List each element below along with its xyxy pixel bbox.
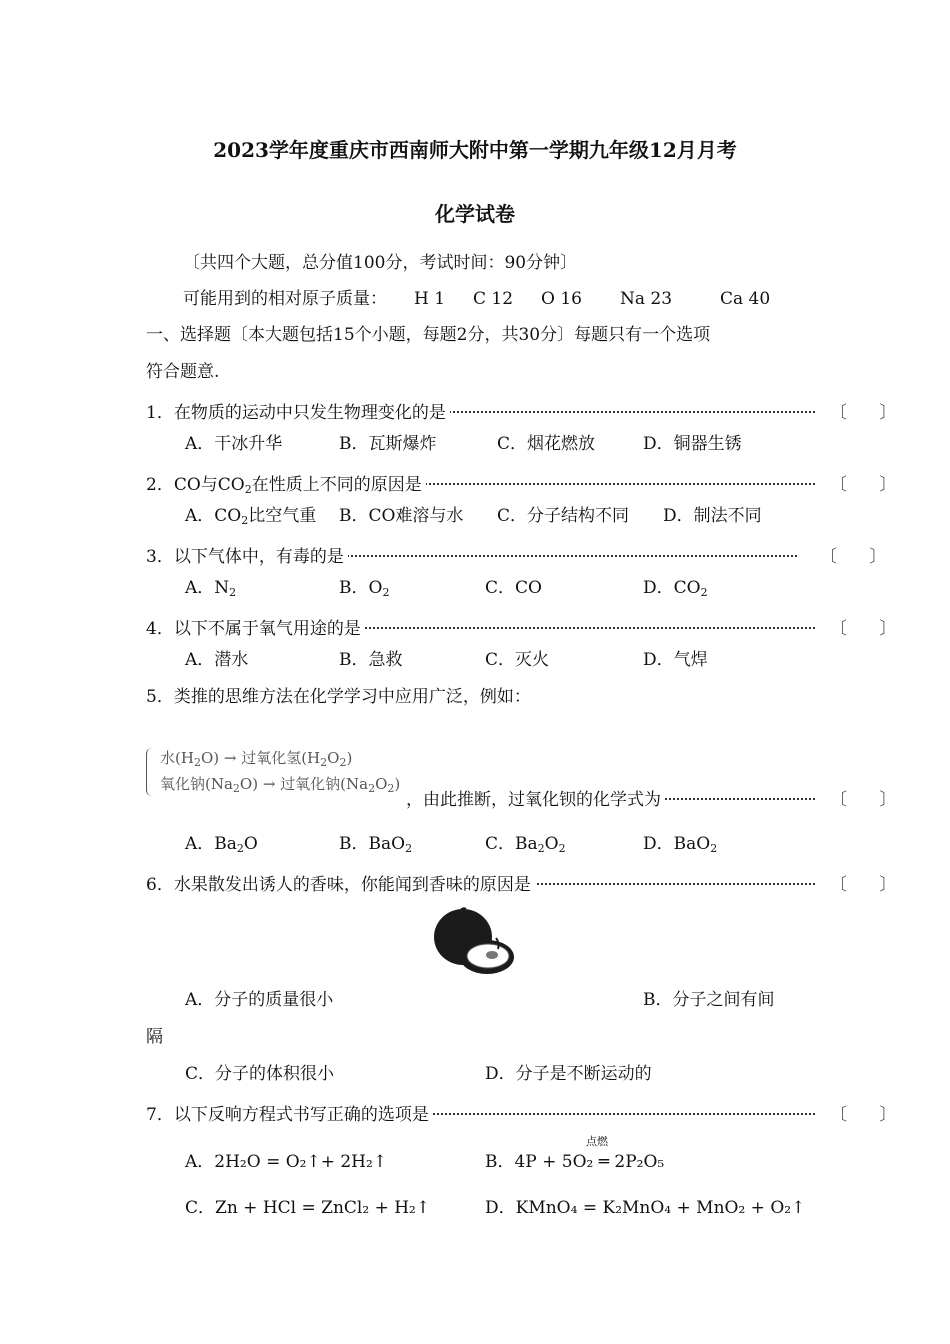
subscript: 2 — [193, 756, 201, 769]
analogy-text: ) — [346, 749, 353, 767]
answer-paren: 〔 〕 — [820, 547, 887, 567]
option-text: D．CO — [643, 578, 701, 598]
question-5 — [146, 687, 531, 707]
option-c: C．灭火 — [485, 650, 550, 670]
atomic-mass-label: 可能用到的相对原子质量： — [183, 289, 387, 309]
option-a: A．潜水 — [185, 650, 249, 670]
answer-paren: 〔 〕 — [830, 403, 897, 423]
question-number: 1． — [146, 403, 174, 423]
option-c: C．分子的体积很小 — [185, 1064, 335, 1084]
analogy-text: O) → 过氧化氢(H — [200, 749, 321, 767]
option-text: B．BaO — [339, 834, 406, 854]
subscript: 2 — [710, 842, 718, 855]
exam-title: 2023学年度重庆市西南师大附中第一学期九年级12月月考 — [213, 138, 737, 162]
question-number: 2． — [146, 475, 174, 495]
analogy-text: 氧化钠(Na — [160, 775, 233, 793]
option-d: D．分子是不断运动的 — [485, 1064, 652, 1084]
option-d: D．铜器生锈 — [643, 434, 742, 454]
question-stem: 以下不属于氧气用途的是 — [173, 619, 361, 639]
section-heading: 一、选择题〔本大题包括15个小题，每题2分，共30分〕每题只有一个选项 — [146, 325, 711, 345]
option-d — [643, 578, 708, 598]
section-heading-cont: 符合题意. — [146, 362, 220, 382]
subscript: 2 — [537, 842, 545, 855]
subscript: 2 — [241, 514, 249, 527]
option-a: A．干冰升华 — [185, 434, 283, 454]
question-number: 3． — [146, 547, 174, 567]
question-stem: 水果散发出诱人的香味，你能闻到香味的原因是 — [173, 875, 531, 895]
atomic-mass-na: Na 23 — [620, 289, 673, 309]
option-b — [339, 578, 389, 598]
option-b: B．急救 — [339, 650, 403, 670]
answer-paren: 〔 〕 — [830, 619, 897, 639]
option-text: A．N — [185, 578, 230, 598]
option-b — [339, 834, 412, 854]
atomic-mass-c: C 12 — [473, 289, 514, 309]
subscript: 2 — [232, 782, 240, 795]
subscript: 2 — [382, 586, 390, 599]
option-b: B．CO难溶与水 — [339, 506, 464, 526]
option-text: 比空气重 — [248, 506, 317, 526]
option-b: B．4P + 5O₂ ═ 2P₂O₅ — [485, 1152, 665, 1172]
question-number: 5． — [146, 687, 174, 707]
analogy-text: O — [375, 775, 388, 793]
subscript: 2 — [236, 842, 244, 855]
option-b: B．瓦斯爆炸 — [339, 434, 437, 454]
subscript: 2 — [320, 756, 328, 769]
option-text: O — [544, 834, 559, 854]
option-d: D．KMnO₄ = K₂MnO₄ + MnO₂ + O₂↑ — [485, 1198, 806, 1218]
analogy-text: ) — [394, 775, 401, 793]
question-stem: ，由此推断，过氧化钡的化学式为 — [406, 790, 661, 810]
answer-paren: 〔 〕 — [830, 475, 897, 495]
option-d: D．制法不同 — [663, 506, 762, 526]
question-stem-part: 在性质上不同的原因是 — [251, 475, 422, 495]
exam-info: 〔共四个大题，总分值100分，考试时间：90分钟〕 — [183, 253, 578, 273]
option-text: O — [243, 834, 258, 854]
option-d: D．气焊 — [643, 650, 708, 670]
option-c: C．分子结构不同 — [497, 506, 630, 526]
question-1 — [146, 398, 897, 423]
question-stem-part: CO与CO — [173, 475, 245, 495]
option-c: C．Zn + HCl = ZnCl₂ + H₂↑ — [185, 1198, 431, 1218]
option-d — [643, 834, 717, 854]
question-stem: 在物质的运动中只发生物理变化的是 — [173, 403, 446, 423]
subscript: 2 — [339, 756, 347, 769]
atomic-mass-line — [183, 289, 387, 309]
analogy-text: O — [327, 749, 340, 767]
atomic-mass-o: O 16 — [541, 289, 582, 309]
option-text: B．O — [339, 578, 383, 598]
question-7 — [146, 1100, 897, 1125]
option-b: B．分子之间有间 — [643, 990, 775, 1010]
subscript: 2 — [244, 483, 252, 496]
subscript: 2 — [229, 586, 237, 599]
option-a — [185, 578, 236, 598]
option-a — [185, 506, 316, 526]
option-text: D．BaO — [643, 834, 711, 854]
analogy-line-2 — [146, 771, 400, 797]
analogy-block — [146, 745, 400, 797]
subscript: 2 — [700, 586, 708, 599]
subscript: 2 — [368, 782, 376, 795]
question-6 — [146, 870, 897, 895]
option-c: C．CO — [485, 578, 542, 598]
question-stem: 以下气体中，有毒的是 — [173, 547, 344, 567]
analogy-text: O) → 过氧化钠(Na — [239, 775, 369, 793]
question-number: 7． — [146, 1105, 174, 1125]
apple-illustration — [430, 905, 520, 977]
ignite-condition: 点燃 — [586, 1135, 608, 1148]
atomic-mass-ca: Ca 40 — [720, 289, 771, 309]
question-3 — [146, 542, 887, 567]
question-stem: 以下反响方程式书写正确的选项是 — [173, 1105, 429, 1125]
option-text: A．Ba — [185, 834, 237, 854]
question-2 — [146, 470, 897, 496]
option-a: A．2H₂O = O₂↑+ 2H₂↑ — [185, 1152, 388, 1172]
apple-core — [486, 951, 498, 959]
question-number: 6． — [146, 875, 174, 895]
question-5-cont — [406, 785, 897, 810]
option-b-wrap: 隔 — [146, 1027, 163, 1047]
analogy-line-1 — [146, 745, 400, 771]
question-4 — [146, 614, 897, 639]
option-c: C．烟花燃放 — [497, 434, 596, 454]
analogy-text: 水(H — [160, 749, 194, 767]
subscript: 2 — [558, 842, 566, 855]
subscript: 2 — [387, 782, 395, 795]
option-text: A．CO — [185, 506, 242, 526]
option-text: C．Ba — [485, 834, 538, 854]
answer-paren: 〔 〕 — [830, 1105, 897, 1125]
atomic-mass-h: H 1 — [414, 289, 446, 309]
question-number: 4． — [146, 619, 174, 639]
option-c — [485, 834, 566, 854]
question-stem: 类推的思维方法在化学学习中应用广泛，例如： — [173, 687, 531, 707]
exam-subtitle: 化学试卷 — [435, 202, 515, 226]
answer-paren: 〔 〕 — [830, 875, 897, 895]
answer-paren: 〔 〕 — [830, 790, 897, 810]
option-a — [185, 834, 258, 854]
subscript: 2 — [405, 842, 413, 855]
option-a: A．分子的质量很小 — [185, 990, 334, 1010]
